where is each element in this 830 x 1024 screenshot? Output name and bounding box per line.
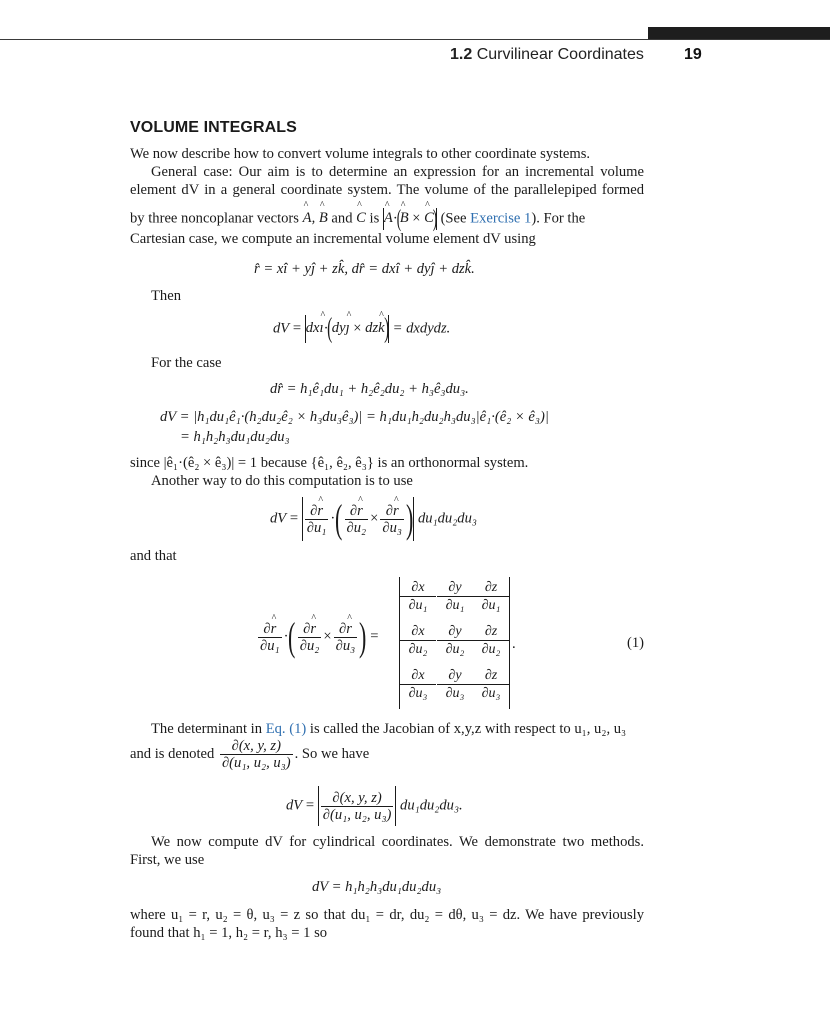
paragraph-where-2: found that h₁ = 1, h₂ = r, h₃ = 1 so (130, 925, 328, 941)
equation-label: (1) (627, 635, 645, 651)
jacobian-cell: ∂x ∂u₂ (400, 623, 436, 658)
text-denoted-tail: . So we have (294, 745, 370, 762)
text-for-the-case: For the case (151, 355, 222, 371)
paragraph-since: since |ê₁·(ê₂ × ê₃)| = 1 because {ê₁, ê₂, ê₃} is an orthonormal system. (130, 455, 529, 471)
paragraph-determinant (151, 721, 626, 738)
equation-dv-general-1: dV = |h₁du₁ê₁·(h₂du₂ê₂ × h₃du₃ê₃)| = h₁du₁h₂du₂h₃du₃|ê₁·(ê₂ × ê₃)| (160, 409, 549, 425)
running-head (450, 46, 644, 64)
text-see: (See (440, 210, 467, 227)
paragraph-cylindrical-2: First, we use (130, 852, 205, 868)
equation-position-vector: r̂ = xî + yĵ + zk̂, dr̂ = dxî + dyĵ + dzk̂. (254, 261, 475, 277)
text-then: Then (151, 288, 181, 304)
paragraph-another-way: Another way to do this computation is to use (151, 473, 413, 489)
paragraph-denoted: and is denoted $\frac{\partial(x, y, z)}{\text{∂(u₁, u₂, u₃)}}$ . So we have (130, 738, 370, 771)
jacobian-cell: ∂y ∂u₂ (437, 623, 473, 658)
equation-dv-jacobian-tail: du₁du₂du₃. (400, 797, 463, 814)
text-and-that: and that (130, 548, 177, 564)
section-number: 1.2 (450, 46, 473, 63)
text-for-the: ). For the (531, 210, 586, 227)
equation-dv-general-2: = h₁h₂h₃du₁du₂du₃ (180, 429, 290, 445)
exercise-link[interactable]: Exercise 1 (470, 210, 532, 227)
equation-link[interactable]: Eq. (1) (265, 721, 307, 737)
paragraph-cylindrical-1: We now compute dV for cylindrical coordinates. We demonstrate two methods. (151, 834, 644, 850)
text-vectors-lead: by three noncoplanar vectors (130, 210, 299, 227)
equation-dv-partial-tail: du₁du₂du₃ (417, 510, 477, 527)
equation-dv-cartesian: dV = dxı ^·(dyȷ ^ × dzk ^) = dxdydz. (273, 312, 450, 346)
text-determinant-tail: is called the Jacobian of x,y,z with respect to u₁, u₂, u₃ (309, 721, 627, 737)
paragraph-general-3: by three noncoplanar vectors A ^, B ^ and C ^ is A ^·(B ^ × C ^) (See Exercise 1). For the (130, 202, 585, 236)
paragraph-general-4: Cartesian case, we compute an incremental volume element dV using (130, 231, 536, 247)
jacobian-cell: ∂y ∂u₃ (437, 667, 473, 702)
jacobian-cell: ∂x ∂u₃ (400, 667, 436, 702)
equation-dv-scale: dV = h₁h₂h₃du₁du₂du₃ (312, 879, 442, 895)
equation-dv-jacobian: dV = $\frac{\partial(x, y, z)}{\text{∂(u₁, u₂, u₃)}}$ du₁du₂du₃. (286, 786, 463, 826)
paragraph-general-2: element dV in a general coordinate system. The volume of the parallelepiped formed (130, 182, 644, 198)
jacobian-cell: ∂x ∂u₁ (400, 579, 436, 614)
paragraph-where-1: where u₁ = r, u₂ = θ, u₃ = z so that du₁ = dr, du₂ = dθ, u₃ = dz. We have previously (130, 907, 644, 923)
page-number: 19 (684, 46, 702, 63)
paragraph-general-1: General case: Our aim is to determine an expression for an incremental volume (151, 164, 644, 180)
jacobian-cell: ∂z ∂u₃ (473, 667, 509, 702)
jacobian-cell: ∂z ∂u₂ (473, 623, 509, 658)
jacobian-cell: ∂y ∂u₁ (437, 579, 473, 614)
paragraph-intro: We now describe how to convert volume integrals to other coordinate systems. (130, 146, 591, 162)
jacobian-period: . (512, 636, 516, 652)
jacobian-determinant (399, 577, 510, 709)
section-title: Curvilinear Coordinates (476, 46, 644, 63)
jacobian-cell: ∂z ∂u₁ (473, 579, 509, 614)
section-heading: VOLUME INTEGRALS (130, 119, 297, 136)
text-denoted-lead: and is denoted (130, 745, 215, 762)
equation-jacobian-lhs: $\frac{\partial r \^{}}{\text{∂u₁}}$ ·( $\frac{\partial r \^{}}{\text{∂u₂}}$ × $\frac{\partial r \^{}}{\text{∂u₃}}$ ) = (256, 620, 378, 654)
equation-dv-cartesian-rhs: = dxdydz. (392, 320, 451, 337)
equation-dv-partial: dV = $\frac{\partial r \^{}}{\text{∂u₁}}$ ·( $\frac{\partial r \^{}}{\text{∂u₂}}$ × $\frac{\partial r \^{}}{\text{∂u₃}}$ ) du₁du₂du₃ (270, 497, 477, 541)
header-rule (0, 39, 830, 40)
text-determinant-lead: The determinant in (151, 721, 263, 737)
equation-dr-general: dr̂ = h₁ê₁du₁ + h₂ê₂du₂ + h₃ê₃du₃. (270, 381, 469, 397)
